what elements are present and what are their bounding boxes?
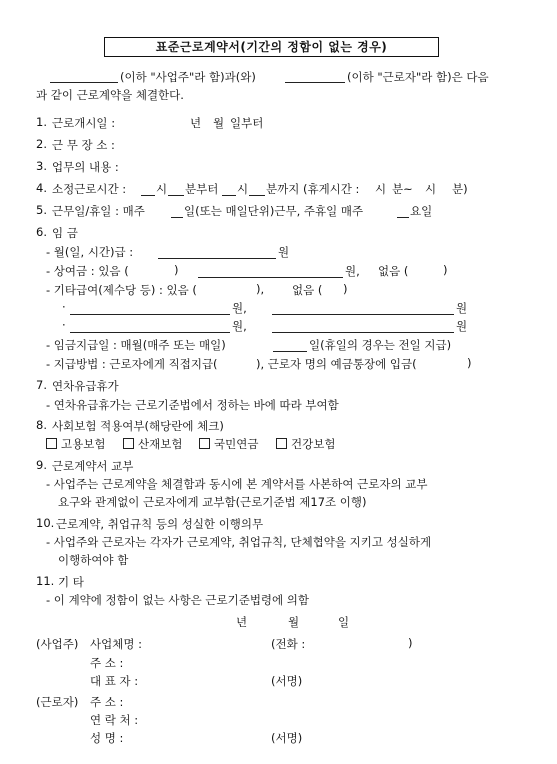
worker-contact-label: 연 락 처 : [90, 713, 139, 727]
item11-text: - 이 계약에 정함이 없는 사항은 근로기준법령에 의함 [46, 593, 310, 607]
break-end-minute-unit: 분) [452, 182, 468, 196]
item7-label: 연차유급휴가 [52, 379, 119, 393]
item10-number: 10. [36, 516, 55, 530]
end-hour-unit: 시 [237, 182, 249, 196]
item9-number: 9. [36, 458, 47, 472]
intro-worker-text: (이하 "근로자"라 함)은 다음 [347, 70, 489, 84]
payment-method-label: - 지급방법 : 근로자에게 직접지급( [46, 357, 218, 371]
industrial-insurance-label: 산재보험 [138, 437, 183, 451]
insurance-health[interactable] [276, 436, 335, 452]
health-insurance-label: 건강보험 [291, 437, 336, 451]
insurance-pension[interactable] [199, 436, 258, 452]
item5-label: 근무일/휴일 : 매주 [52, 204, 145, 218]
item9-text-1: - 사업주는 근로계약을 체결함과 동시에 본 계약서를 사본하여 근로자의 교부 [46, 477, 428, 491]
item8-label: 사회보험 적용여부(해당란에 체크) [52, 419, 224, 433]
allowance1-blank[interactable] [70, 302, 230, 315]
insurance-industrial[interactable] [123, 436, 182, 452]
employer-address-label: 주 소 : [90, 656, 124, 670]
allowance3-unit: 원, [232, 319, 247, 333]
item3-number: 3. [36, 159, 47, 173]
other-pay-none-label: 없음 ( [292, 283, 323, 297]
intro-employer-text: (이하 "사업주"라 함)과(와) [120, 70, 256, 84]
salary-blank[interactable] [158, 246, 276, 259]
end-minute-blank[interactable] [249, 183, 265, 196]
item1-label: 근로개시일 : [52, 116, 116, 130]
insurance-employment[interactable] [46, 436, 105, 452]
item4-number: 4. [36, 181, 47, 195]
item6-number: 6. [36, 225, 47, 239]
start-minute-blank[interactable] [168, 183, 184, 196]
allowance2-unit: 원 [456, 301, 468, 315]
break-start-minute-unit: 분~ [392, 182, 413, 196]
other-pay-close: ), [256, 282, 265, 296]
item10-label: 근로계약, 취업규칙 등의 성실한 이행의무 [56, 517, 264, 531]
item11-label: 기 타 [58, 575, 84, 589]
worker-name-blank[interactable] [285, 70, 345, 83]
break-time-label: 분까지 (휴게시간 : [266, 182, 360, 196]
other-pay-label: - 기타급여(제수당 등) : 있음 ( [46, 283, 197, 297]
allowance4-blank[interactable] [272, 320, 454, 333]
employer-sign: (서명) [271, 674, 303, 688]
item8-number: 8. [36, 418, 47, 432]
worker-tag: (근로자) [36, 695, 79, 709]
allowance-bullet-1: · [62, 300, 66, 314]
employer-phone-label: (전화 : [271, 637, 306, 651]
item6-label: 임 금 [52, 226, 78, 240]
item7-number: 7. [36, 378, 47, 392]
item3-label: 업무의 내용 : [52, 160, 119, 174]
payday-note: 일(휴일의 경우는 전일 지급) [309, 338, 452, 352]
bonus-label: - 상여금 : 있음 ( [46, 264, 129, 278]
employer-phone-close: ) [408, 636, 413, 650]
item1-year: 년 [190, 116, 202, 130]
allowance2-blank[interactable] [272, 302, 454, 315]
payday-blank[interactable] [273, 339, 307, 352]
employer-company-label: 사업체명 : [90, 637, 142, 651]
weekly-holiday-blank[interactable] [397, 205, 409, 218]
break-end-hour-unit: 시 [425, 182, 437, 196]
national-pension-label: 국민연금 [214, 437, 259, 451]
item7-text: - 연차유급휴가는 근로기준법에서 정하는 바에 따라 부여함 [46, 398, 339, 412]
employment-insurance-checkbox[interactable] [46, 438, 57, 449]
item5-end: 요일 [410, 204, 433, 218]
item4-label: 소정근로시간 : [52, 182, 127, 196]
salary-unit: 원 [278, 245, 290, 259]
allowance4-unit: 원 [456, 319, 468, 333]
workdays-blank[interactable] [171, 205, 183, 218]
employer-name-blank[interactable] [50, 70, 118, 83]
bonus-none-label: 없음 ( [378, 264, 409, 278]
payment-method-close: ) [467, 356, 472, 370]
bonus-amount-blank[interactable] [198, 265, 343, 278]
start-hour-unit: 시 [156, 182, 168, 196]
contract-date-day: 일 [338, 615, 350, 629]
worker-name-label: 성 명 : [90, 731, 124, 745]
item2-number: 2. [36, 137, 47, 151]
item10-text-1: - 사업주와 근로자는 각자가 근로계약, 취업규칙, 단체협약을 지키고 성실하게 [46, 535, 432, 549]
item9-text-2: 요구와 관계없이 근로자에게 교부함(근로기준법 제17조 이행) [58, 495, 367, 509]
national-pension-checkbox[interactable] [199, 438, 210, 449]
allowance-bullet-2: · [62, 318, 66, 332]
bonus-paren-close: ) [174, 263, 179, 277]
contract-date-year: 년 [236, 615, 248, 629]
break-start-hour-unit: 시 [375, 182, 387, 196]
employment-insurance-label: 고용보험 [61, 437, 106, 451]
item2-label: 근 무 장 소 : [52, 138, 115, 152]
item1-month: 월 [213, 116, 225, 130]
employer-tag: (사업주) [36, 637, 79, 651]
health-insurance-checkbox[interactable] [276, 438, 287, 449]
worker-sign: (서명) [271, 731, 303, 745]
item11-number: 11. [36, 574, 55, 588]
employer-rep-label: 대 표 자 : [90, 674, 139, 688]
salary-label: - 월(일, 시간)급 : [46, 245, 134, 259]
other-pay-none-close: ) [343, 282, 348, 296]
document-title: 표준근로계약서(기간의 정함이 없는 경우) [104, 37, 439, 57]
industrial-insurance-checkbox[interactable] [123, 438, 134, 449]
payday-label: - 임금지급일 : 매월(매주 또는 매일) [46, 338, 226, 352]
start-minute-unit: 분부터 [185, 182, 219, 196]
end-hour-blank[interactable] [222, 183, 236, 196]
item5-number: 5. [36, 203, 47, 217]
item1-day: 일부터 [230, 116, 264, 130]
intro-line2: 과 같이 근로계약을 체결한다. [36, 88, 184, 102]
item1-number: 1. [36, 115, 47, 129]
item5-mid: 일(또는 매일단위)근무, 주휴일 매주 [184, 204, 364, 218]
allowance3-blank[interactable] [70, 320, 230, 333]
contract-date-month: 월 [288, 615, 300, 629]
item9-label: 근로계약서 교부 [52, 459, 134, 473]
bonus-none-close: ) [443, 263, 448, 277]
payment-method-mid: ), 근로자 명의 예금통장에 입금( [256, 357, 417, 371]
worker-address-label: 주 소 : [90, 695, 124, 709]
item10-text-2: 이행하여야 함 [58, 553, 129, 567]
start-hour-blank[interactable] [141, 183, 155, 196]
bonus-unit: 원, [345, 264, 360, 278]
allowance1-unit: 원, [232, 301, 247, 315]
